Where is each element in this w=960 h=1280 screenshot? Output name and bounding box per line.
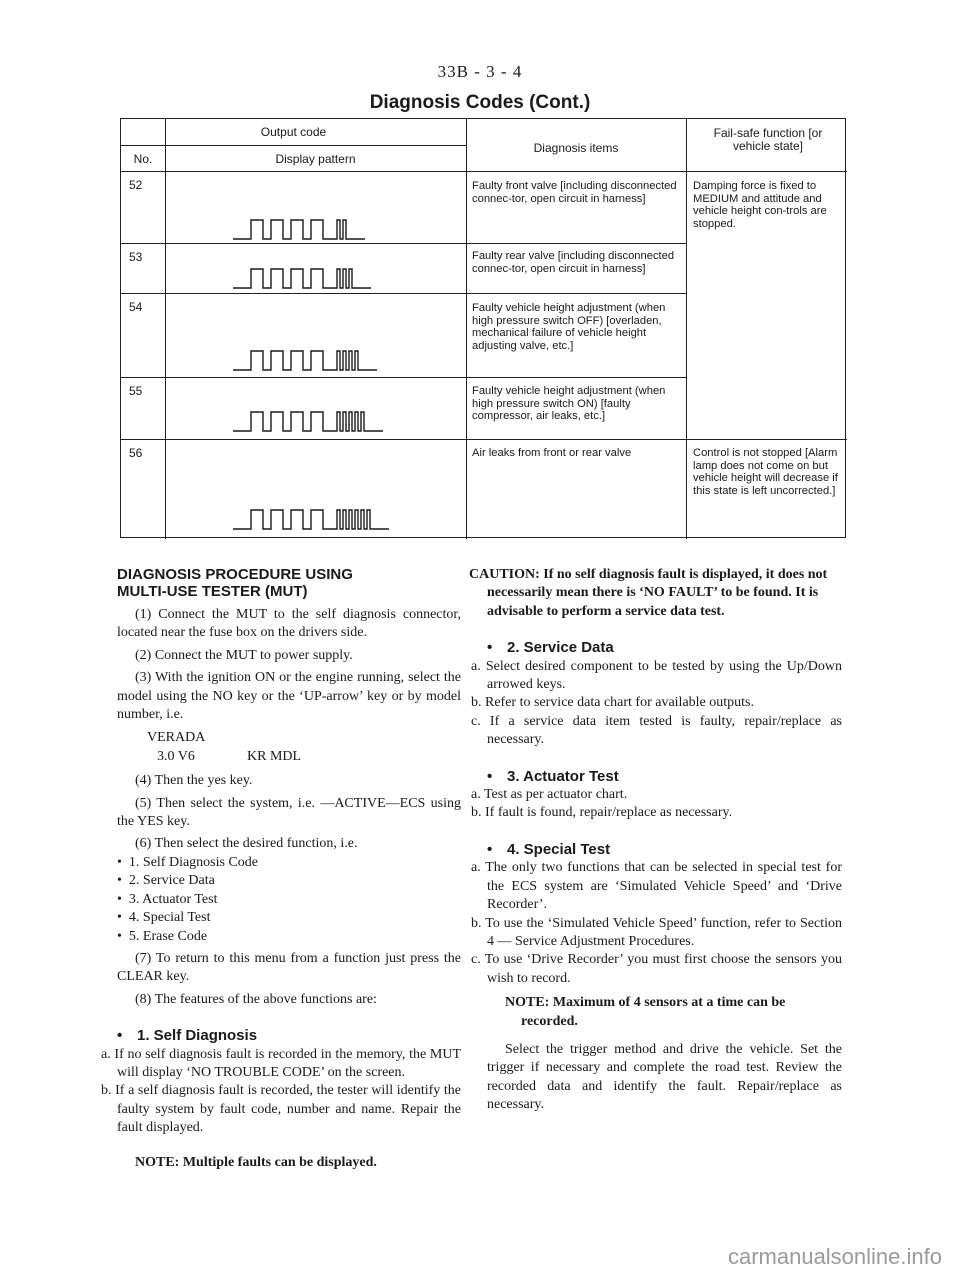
menu-item: • 1. Self Diagnosis Code <box>117 854 259 870</box>
pulse-pattern-53 <box>121 266 466 292</box>
step-4: (4) Then the yes key. <box>135 773 253 789</box>
right-column <box>469 566 842 1115</box>
row-number: 54 <box>129 300 143 314</box>
diagnosis-item: Air leaks from front or rear valve <box>472 447 632 459</box>
model-line <box>157 748 461 766</box>
header-display-pattern: Display pattern <box>275 152 356 166</box>
row-divider <box>121 377 686 378</box>
diagnosis-item: Faulty front valve [including disconnected connec-tor, open circuit in harness] <box>472 180 677 205</box>
step-8: (8) The features of the above functions are: <box>135 991 377 1007</box>
step-3: (3) With the ignition ON or the engine running, select the model using the NO key or the ‘UP-arrow’ key or by model number, i.e. <box>117 670 461 723</box>
header-subdivider <box>121 145 466 146</box>
actuator-test-a: a. Test as per actuator chart. <box>471 787 628 803</box>
row-divider <box>121 439 847 440</box>
service-data-b: b. Refer to service data chart for available outputs. <box>471 695 754 711</box>
actuator-test-b: b. If fault is found, repair/replace as necessary. <box>471 805 733 821</box>
self-diagnosis-title: • 1. Self Diagnosis <box>117 1027 258 1045</box>
row-divider <box>121 293 686 294</box>
caution-note: CAUTION: If no self diagnosis fault is displayed, it does not necessarily mean there is ‘NO FAULT’ to be found. It is advisable to perform a service data test. <box>469 567 828 619</box>
row-number: 52 <box>129 178 143 192</box>
row-number: 53 <box>129 250 143 264</box>
pulse-waveform <box>233 412 383 431</box>
step-5: (5) Then select the system, i.e. —ACTIVE—ECS using the YES key. <box>117 795 461 830</box>
col-divider-items <box>466 119 467 539</box>
pulse-waveform <box>233 269 371 288</box>
step-2: (2) Connect the MUT to power supply. <box>135 647 353 663</box>
header-diagnosis-items: Diagnosis items <box>533 141 619 155</box>
pulse-waveform <box>233 220 365 239</box>
pulse-pattern-52 <box>121 217 466 243</box>
special-test-title: • 4. Special Test <box>487 840 611 858</box>
special-test-c: c. To use ‘Drive Recorder’ you must first choose the sensors you wish to record. <box>471 952 842 986</box>
menu-item: • 3. Actuator Test <box>117 891 218 907</box>
header-no: No. <box>133 152 153 166</box>
self-diagnosis-a: a. If no self diagnosis fault is recorded in the memory, the MUT will display ‘NO TROUBLE CODE’ on the screen. <box>101 1046 461 1080</box>
menu-item: • 5. Erase Code <box>117 928 208 944</box>
step-6: (6) Then select the desired function, i.e. <box>135 836 358 852</box>
row-number: 55 <box>129 384 143 398</box>
final-paragraph: Select the trigger method and drive the vehicle. Set the trigger if necessary and complete the road test. Review the recorded data and identify the fault. Repair/replace as necessary. <box>487 1041 842 1113</box>
page-number: 33B - 3 - 4 <box>437 62 523 81</box>
pulse-waveform <box>233 351 377 370</box>
diagnosis-item: Faulty vehicle height adjustment (when high pressure switch ON) [faulty compressor, air leaks, etc.] <box>472 385 666 423</box>
service-data-c: c. If a service data item tested is faulty, repair/replace as necessary. <box>471 713 842 748</box>
right-note: NOTE: Maximum of 4 sensors at a time can be recorded. <box>505 995 786 1029</box>
model-code: KR MDL <box>247 748 302 764</box>
special-test-b: b. To use the ‘Simulated Vehicle Speed’ function, refer to Section 4 — Service Adjustment Procedures. <box>471 915 842 949</box>
section-title-line1: DIAGNOSIS PROCEDURE USING <box>117 566 353 583</box>
row-divider <box>121 243 686 244</box>
pulse-pattern-55 <box>121 409 466 435</box>
failsafe-text: Control is not stopped [Alarm lamp does not come on but vehicle height will decrease if this state is left uncorrected.] <box>693 447 838 497</box>
section-title-line2: MULTI-USE TESTER (MUT) <box>117 583 308 600</box>
menu-item: • 4. Special Test <box>117 910 211 926</box>
special-test-a: a. The only two functions that can be selected in special test for the ECS system are ‘Simulated Vehicle Speed’ and ‘Drive Recorder’. <box>471 860 842 913</box>
actuator-test-title: • 3. Actuator Test <box>487 767 619 785</box>
step-1: (1) Connect the MUT to the self diagnosis connector, located near the fuse box on the drivers side. <box>117 607 461 641</box>
left-column <box>101 566 461 1172</box>
service-data-title: • 2. Service Data <box>487 639 614 657</box>
row-number: 56 <box>129 446 143 460</box>
header-bottom-line <box>121 171 847 172</box>
menu-item: • 2. Service Data <box>117 873 215 889</box>
col-divider-no <box>165 119 166 539</box>
diagnosis-table <box>120 118 846 538</box>
failsafe-text: Damping force is fixed to MEDIUM and attitude and vehicle height con-trols are stopped. <box>693 180 827 230</box>
col-divider-failsafe <box>686 119 687 539</box>
step-7: (7) To return to this menu from a function just press the CLEAR key. <box>117 950 461 985</box>
left-note: NOTE: Multiple faults can be displayed. <box>135 1154 377 1170</box>
page-heading: Diagnosis Codes (Cont.) <box>369 92 591 113</box>
model-name: VERADA <box>147 730 206 746</box>
model-engine: 3.0 V6 <box>157 748 195 764</box>
self-diagnosis-b: b. If a self diagnosis fault is recorded, the tester will identify the faulty system by fault code, number and name. Repair the fault displayed. <box>101 1083 461 1136</box>
header-output-code: Output code <box>260 125 327 139</box>
diagnosis-item: Faulty vehicle height adjustment (when high pressure switch OFF) [overladen, mechanical failure of vehicle height adjusting valve, etc.] <box>472 302 666 352</box>
diagnosis-item: Faulty rear valve [including disconnected connec-tor, open circuit in harness] <box>472 250 675 275</box>
pulse-pattern-54 <box>121 348 466 374</box>
pulse-pattern-56 <box>121 507 466 533</box>
pulse-waveform <box>233 510 389 529</box>
header-failsafe: Fail-safe function [or vehicle state] <box>713 126 823 153</box>
service-data-a: a. Select desired component to be tested by using the Up/Down arrowed keys. <box>471 658 842 693</box>
watermark: carmanualsonline.info <box>727 1244 942 1269</box>
